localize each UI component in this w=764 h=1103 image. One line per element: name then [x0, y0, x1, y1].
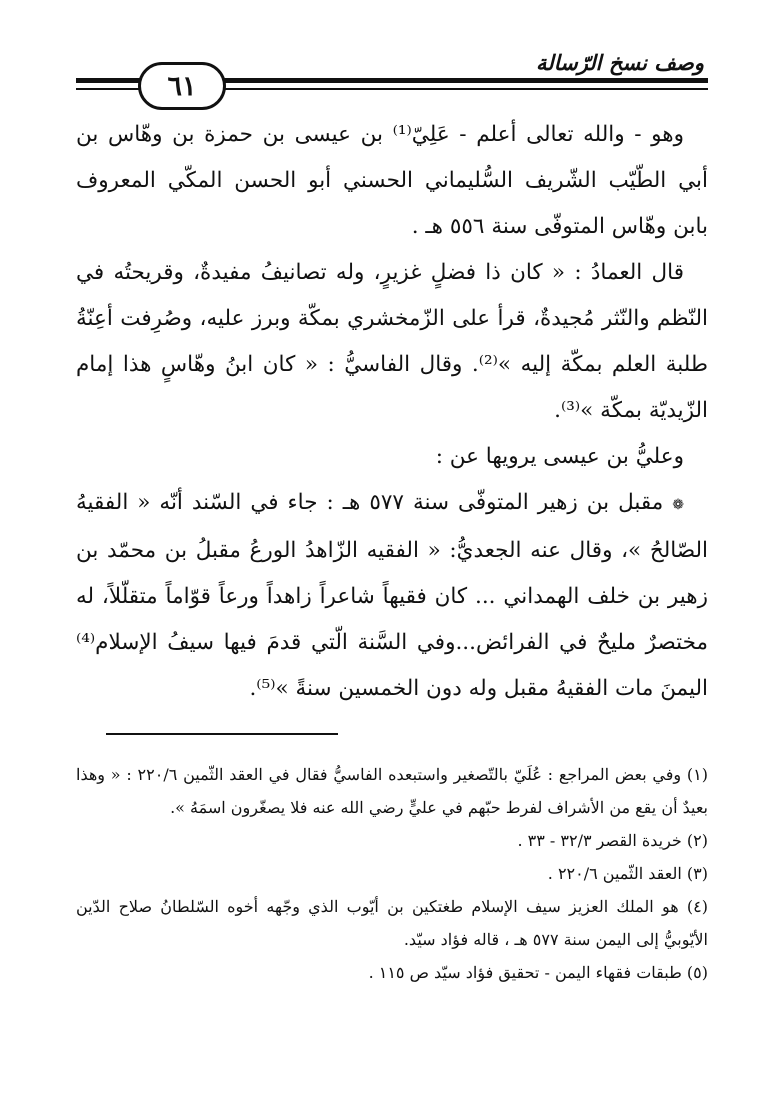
footnote-number: (١): [686, 765, 709, 784]
footnote-text: وفي بعض المراجع : عُلَيّ بالتّصغير واستبعده الفاسيُّ فقال في العقد الثّمين ٢٢٠/٦ : « وهذا بعيدٌ أن يقع من الأشراف لفرط حبّهم في عليٍّ رضي الله عنه فلا يصغّرون اسمَهُ ».: [76, 765, 708, 817]
footnote-2: [76, 824, 708, 857]
page-number-badge: [138, 62, 226, 110]
paragraph-4-text: مقبل بن زهير المتوفّى سنة ٥٧٧ هـ : جاء في السّند أنّه « الفقيهُ الصّالحُ »، وقال عنه الجعديُّ: « الفقيه الزّاهدُ الورعُ مقبلُ بن محمّد بن زهير بن خلف الهمداني ... كان فقيهاً شاعراً زاهداً ورعاً قوّاماً متقلّلاً، له مختصرٌ مليحٌ في الفرائض...وفي السَّنة الّتي قدمَ فيها سيفُ الإسلام⁽⁴⁾ اليمنَ مات الفقيهُ مقبل وله دون الخمسين سنةً »⁽⁵⁾.: [76, 490, 708, 701]
footnote-4: [76, 890, 708, 956]
paragraph-1: وهو - والله تعالى أعلم - عَلِيّ⁽¹⁾ بن عيسى بن حمزة بن وهّاس بن أبي الطّيّب الشّريف السُّليماني الحسني أبو الحسن المكّي المعروف بابن وهّاس المتوفّى سنة ٥٥٦ هـ .: [76, 122, 708, 239]
footnote-5: [76, 956, 708, 989]
footnote-separator: [106, 733, 338, 735]
footnote-number: (٣): [686, 864, 708, 883]
running-header-title: وصف نسخ الرّسالة: [536, 50, 704, 75]
footnote-text: هو الملك العزيز سيف الإسلام طغتكين بن أيّوب الذي وجّهه أخوه السّلطانُ صلاح الدّين الأيّوبيُّ إلى اليمن سنة ٥٧٧ هـ ، قاله فؤاد سيّد.: [76, 897, 708, 949]
footnote-number: (٢): [686, 831, 708, 850]
footnote-number: (٤): [686, 897, 708, 916]
footnote-text: طبقات فقهاء اليمن - تحقيق فؤاد سيّد ص ١١٥ .: [368, 963, 682, 982]
bullet-ornament: ❁: [672, 497, 685, 513]
paragraph-3: وعليُّ بن عيسى يرويها عن :: [435, 444, 684, 469]
page-number: ٦١: [167, 70, 197, 102]
footnote-number: (٥): [686, 963, 708, 982]
footnote-3: [76, 857, 708, 890]
footnotes: [76, 758, 708, 989]
main-text: [76, 112, 708, 712]
paragraph-4: [76, 480, 708, 712]
paragraph-2: قال العمادُ : « كان ذا فضلٍ غزيرٍ، وله تصانيفُ مفيدةٌ، وقريحتُه في النّظم والنّثر مُجيدةٌ، قرأ على الزّمخشري بمكّة وبرز عليه، وصُرِفت أعِنّةُ طلبة العلم بمكّة إليه »⁽²⁾. وقال الفاسيُّ : « كان ابنُ وهّاسٍ هذا إمام الزّيديّة بمكّة »⁽³⁾.: [76, 260, 708, 423]
footnote-1: [76, 758, 708, 824]
footnote-text: العقد الثّمين ٢٢٠/٦ .: [547, 864, 682, 883]
footnote-text: خريدة القصر ٣٢/٣ - ٣٣ .: [517, 831, 682, 850]
